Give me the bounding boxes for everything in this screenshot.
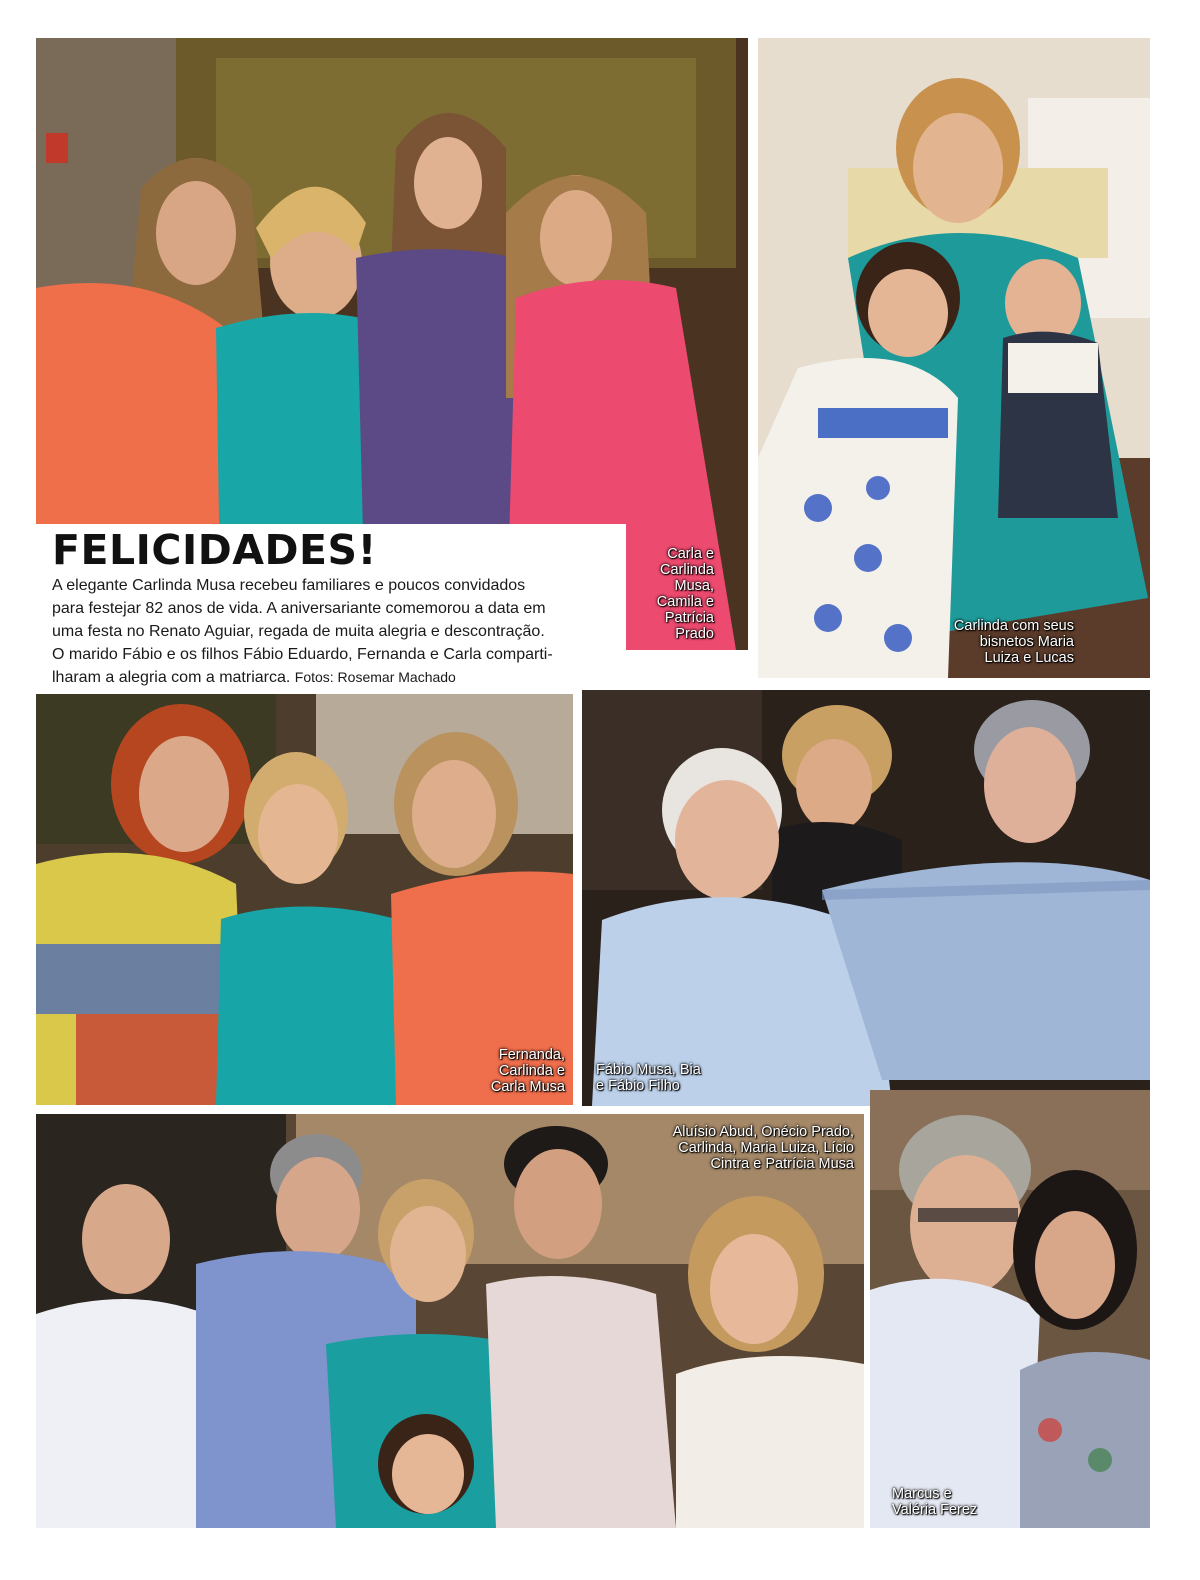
photo-5-image xyxy=(36,1114,864,1528)
photo-6-caption: Marcus e Valéria Ferez xyxy=(892,1486,978,1518)
article-title: FELICIDADES! xyxy=(52,526,377,574)
photo-5-caption: Aluísio Abud, Onécio Prado, Carlinda, Maria Luiza, Lício Cintra e Patrícia Musa xyxy=(672,1124,854,1172)
intro-line: O marido Fábio e os filhos Fábio Eduardo, Fernanda e Carla comparti- xyxy=(52,646,553,663)
photo-6-image xyxy=(870,1090,1150,1528)
photo-marcus-valeria xyxy=(870,1090,1150,1528)
intro-line: uma festa no Renato Aguiar, regada de muita alegria e descontração. xyxy=(52,623,545,640)
article-intro xyxy=(52,574,618,689)
photo-2-image xyxy=(758,38,1150,678)
photo-1-caption: Carla e Carlinda Musa, Camila e Patrícia Prado xyxy=(656,546,714,642)
photo-carlinda-bisnetos xyxy=(758,38,1150,678)
photo-4-caption: Fábio Musa, Bia e Fábio Filho xyxy=(596,1062,701,1094)
photo-4-image xyxy=(582,690,1150,1106)
photo-fabio-musa-bia-fabio-filho xyxy=(582,690,1150,1106)
article-text-panel xyxy=(36,524,626,690)
photo-3-caption: Fernanda, Carlinda e Carla Musa xyxy=(490,1047,565,1095)
intro-line: A elegante Carlinda Musa recebeu familiares e poucos convidados xyxy=(52,577,526,594)
photo-aluisio-onecio-carlinda-maria-licio-patricia xyxy=(36,1114,864,1528)
intro-line-last: lharam a alegria com a matriarca. Fotos: Rosemar Machado xyxy=(52,669,456,686)
photo-2-caption: Carlinda com seus bisnetos Maria Luiza e Lucas xyxy=(953,618,1074,666)
photo-3-image xyxy=(36,694,573,1105)
photo-fernanda-carlinda-carla xyxy=(36,694,573,1105)
photo-credit: Fotos: Rosemar Machado xyxy=(294,669,456,685)
intro-line: para festejar 82 anos de vida. A aniversariante comemorou a data em xyxy=(52,600,546,617)
